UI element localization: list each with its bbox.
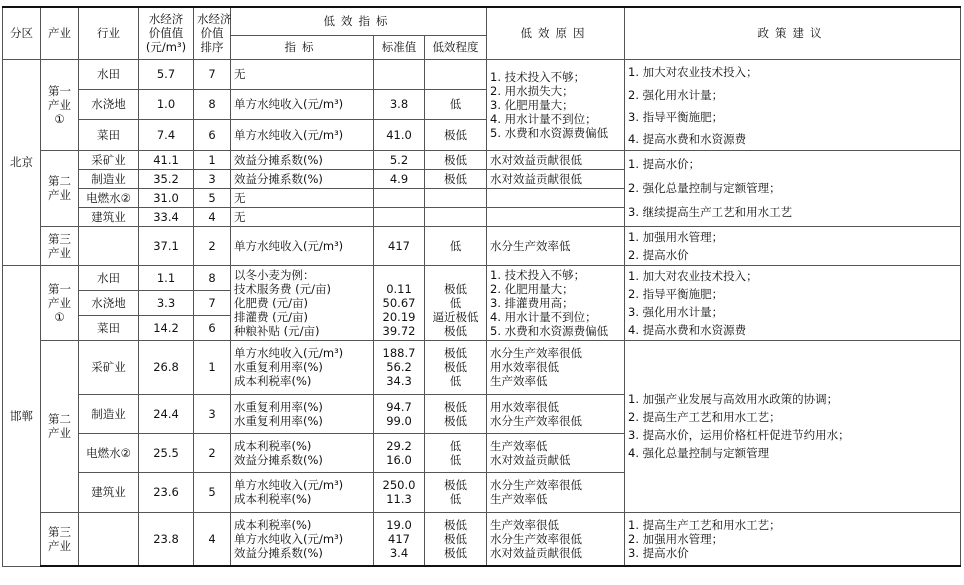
reason-line: 3. 化肥用量大；: [490, 97, 574, 112]
header-region: 分区: [3, 7, 41, 59]
standard-cell: [374, 433, 425, 472]
header-rank-line: 价值: [200, 26, 224, 41]
region-beijing: 北京: [3, 59, 41, 265]
header-reason: 低效原因: [487, 7, 625, 59]
reason-line: 2. 化肥用量大；: [490, 281, 574, 296]
indicator-cell: 效益分摊系数(%): [231, 150, 374, 169]
table-row: [3, 59, 961, 89]
degree-cell: [425, 472, 487, 512]
reason-line: 水分生产效率很低: [490, 413, 583, 428]
standard-cell: 5.2: [374, 150, 425, 169]
rank-cell: 6: [194, 120, 231, 150]
table-row: [3, 226, 961, 265]
degree-line: [428, 268, 483, 282]
degree-line: 极低: [444, 323, 468, 338]
sector-cell: 第一产业①: [41, 265, 79, 340]
value-cell: 41.1: [139, 150, 194, 169]
standard-line: 11.3: [386, 492, 412, 506]
indicator-cell: [231, 394, 374, 433]
standard-line: 0.11: [386, 281, 412, 296]
policy-line: 2. 指导平衡施肥；: [628, 286, 724, 301]
header-standard: 标准值: [374, 35, 425, 59]
standard-line: 3.4: [389, 545, 409, 560]
reason-line: 水分生产效率很低: [490, 531, 583, 546]
reason-line: 水分生产效率很低: [490, 346, 583, 360]
industry-cell: 电燃水②: [79, 188, 139, 207]
industry-cell: 菜田: [79, 120, 139, 150]
standard-line: 39.72: [382, 323, 416, 338]
industry-cell: 水田: [79, 59, 139, 89]
reason-line: 4. 用水计量不到位；: [490, 111, 597, 126]
policy-line: 1. 提高生产工艺和用水工艺；: [628, 517, 781, 532]
policy-line: 3. 提高水价，运用价格杠杆促进节约用水；: [628, 428, 850, 442]
indicator-line: 单方水纯收入(元/m³): [234, 346, 344, 360]
standard-cell: [374, 512, 425, 566]
industry-cell: 建筑业: [79, 472, 139, 512]
degree-cell: 极低: [425, 169, 487, 188]
reason-cell: [487, 59, 625, 150]
indicator-cell: [231, 265, 374, 340]
header-low-efficiency: 低效指标: [231, 7, 487, 35]
degree-cell: [425, 433, 487, 472]
reason-line: 4. 用水计量不到位；: [490, 309, 597, 324]
reason-line: 1. 技术投入不够；: [490, 69, 586, 84]
standard-line: 94.7: [386, 399, 412, 414]
rank-cell: 2: [194, 433, 231, 472]
degree-cell: [425, 340, 487, 394]
indicator-line: 效益分摊系数(%): [234, 452, 323, 467]
indicator-line: 水重复利用率(%): [234, 399, 323, 414]
degree-line: 极低: [444, 346, 468, 360]
value-cell: 23.8: [139, 512, 194, 566]
reason-line: 用水效率很低: [490, 360, 560, 374]
standard-cell: 3.8: [374, 89, 425, 119]
standard-cell: 417: [374, 226, 425, 265]
indicator-line: 成本利税率(%): [234, 374, 312, 388]
degree-cell: 低: [425, 89, 487, 119]
industry-cell: 采矿业: [79, 150, 139, 169]
policy-line: 4. 提高水费和水资源费: [628, 131, 747, 146]
reason-line: 生产效率低: [490, 438, 548, 453]
reason-cell: 水分生产效率低: [487, 226, 625, 265]
standard-line: 56.2: [386, 360, 412, 374]
indicator-cell: 单方水纯收入(元/m³): [231, 226, 374, 265]
standard-line: 417: [388, 531, 410, 546]
rank-cell: 3: [194, 394, 231, 433]
policy-cell: [625, 512, 961, 566]
industry-cell: 制造业: [79, 394, 139, 433]
water-efficiency-table-container: [2, 6, 960, 567]
reason-line: 水对效益贡献很低: [490, 545, 583, 560]
standard-cell: 4.9: [374, 169, 425, 188]
reason-cell: [487, 265, 625, 340]
indicator-cell: 无: [231, 59, 374, 89]
policy-line: 4. 提高水费和水资源费: [628, 322, 747, 337]
rank-cell: 4: [194, 207, 231, 226]
degree-line: 低: [449, 374, 462, 388]
degree-line: 极低: [444, 545, 468, 560]
indicator-cell: [231, 472, 374, 512]
indicator-cell: 无: [231, 188, 374, 207]
rank-cell: 8: [194, 89, 231, 119]
header-rank-line: 水经济: [197, 12, 232, 27]
reason-cell: [487, 188, 625, 207]
standard-cell: [374, 394, 425, 433]
header-rank: [194, 7, 231, 59]
indicator-cell: 效益分摊系数(%): [231, 169, 374, 188]
value-cell: 24.4: [139, 394, 194, 433]
policy-line: 1. 加强产业发展与高效用水政策的协调；: [628, 392, 839, 406]
indicator-line: 水重复利用率(%): [234, 360, 323, 374]
policy-line: 1. 加大对农业技术投入；: [628, 64, 758, 79]
sector-cell: 第一产业①: [41, 59, 79, 150]
standard-line: 188.7: [382, 346, 416, 360]
water-efficiency-table: [2, 6, 961, 567]
policy-line: 3. 指导平衡施肥；: [628, 109, 724, 124]
reason-line: 5. 水费和水资源费偏低: [490, 323, 609, 338]
reason-line: 3. 排灌费用高；: [490, 295, 574, 310]
policy-cell: [625, 340, 961, 512]
degree-line: 逼近极低: [432, 309, 479, 324]
rank-cell: 3: [194, 169, 231, 188]
rank-cell: 4: [194, 512, 231, 566]
header-row-1: [3, 7, 961, 35]
policy-line: 3. 强化用水计量；: [628, 304, 724, 319]
indicator-line: 成本利税率(%): [234, 517, 312, 532]
standard-cell: [374, 59, 425, 89]
degree-line: 低: [449, 492, 462, 506]
degree-line: 极低: [444, 478, 468, 492]
industry-cell: 水田: [79, 265, 139, 290]
degree-cell: [425, 188, 487, 207]
standard-line: 29.2: [386, 438, 412, 453]
indicator-line: 化肥费 (元/亩): [234, 295, 309, 310]
table-row: [3, 150, 961, 169]
policy-line: 2. 提高水价: [628, 247, 689, 262]
degree-cell: [425, 59, 487, 89]
degree-line: 极低: [444, 399, 468, 414]
sector-cell: 第三产业: [41, 512, 79, 566]
policy-cell: [625, 150, 961, 226]
degree-line: 极低: [444, 531, 468, 546]
value-cell: 3.3: [139, 290, 194, 315]
indicator-line: 以冬小麦为例：: [234, 267, 315, 282]
header-water-value-line: 水经济: [148, 12, 184, 27]
value-cell: 23.6: [139, 472, 194, 512]
table-row: [3, 265, 961, 290]
indicator-line: 技术服务费 (元/亩): [234, 281, 332, 296]
degree-cell: 低: [425, 226, 487, 265]
standard-line: 99.0: [386, 413, 412, 428]
standard-cell: [374, 472, 425, 512]
indicator-line: 水重复利用率(%): [234, 413, 323, 428]
policy-line: 2. 提高生产工艺和用水工艺；: [628, 410, 781, 424]
reason-line: 生产效率低: [490, 492, 548, 506]
policy-cell: [625, 59, 961, 150]
indicator-cell: [231, 433, 374, 472]
header-indicator: 指标: [231, 35, 374, 59]
rank-cell: 5: [194, 188, 231, 207]
header-water-value-line: (元/m³): [145, 40, 187, 55]
reason-cell: [487, 207, 625, 226]
industry-cell: 菜田: [79, 315, 139, 340]
reason-line: 水分生产效率很低: [490, 478, 583, 492]
reason-line: 生产效率低: [490, 374, 548, 388]
degree-line: 极低: [444, 281, 468, 296]
table-row: [3, 340, 961, 394]
header-sector: 产业: [41, 7, 79, 59]
standard-line: 16.0: [386, 452, 412, 467]
reason-cell: [487, 472, 625, 512]
value-cell: 25.5: [139, 433, 194, 472]
industry-cell: 建筑业: [79, 207, 139, 226]
value-cell: 5.7: [139, 59, 194, 89]
policy-line: 2. 加强用水管理；: [628, 531, 724, 546]
table-row: [3, 512, 961, 566]
industry-cell: 电燃水②: [79, 433, 139, 472]
value-cell: 26.8: [139, 340, 194, 394]
standard-line: 34.3: [386, 374, 412, 388]
indicator-line: 排灌费 (元/亩): [234, 309, 309, 324]
header-rank-line: 排序: [200, 40, 224, 55]
rank-cell: 2: [194, 226, 231, 265]
indicator-cell: [231, 340, 374, 394]
rank-cell: 6: [194, 315, 231, 340]
sector-cell: 第三产业: [41, 226, 79, 265]
reason-cell: 水对效益贡献很低: [487, 150, 625, 169]
degree-cell: 极低: [425, 120, 487, 150]
reason-line: 1. 技术投入不够；: [490, 267, 586, 282]
reason-line: 2. 用水损失大；: [490, 83, 574, 98]
standard-line: [377, 268, 421, 282]
degree-line: 极低: [444, 517, 468, 532]
policy-line: 1. 加强用水管理；: [628, 229, 724, 244]
industry-cell: 水浇地: [79, 89, 139, 119]
standard-cell: [374, 340, 425, 394]
indicator-line: 种粮补贴 (元/亩): [234, 323, 320, 338]
reason-cell: [487, 340, 625, 394]
reason-line: 生产效率很低: [490, 517, 560, 532]
degree-line: 低: [449, 438, 462, 453]
standard-line: 250.0: [382, 478, 416, 492]
industry-cell: 制造业: [79, 169, 139, 188]
value-cell: 14.2: [139, 315, 194, 340]
header-policy: 政策建议: [625, 7, 961, 59]
rank-cell: 8: [194, 265, 231, 290]
indicator-line: 成本利税率(%): [234, 438, 312, 453]
sector-cell: 第二产业: [41, 150, 79, 226]
reason-cell: [487, 433, 625, 472]
standard-line: 19.0: [386, 517, 412, 532]
rank-cell: 1: [194, 150, 231, 169]
header-water-value: [139, 7, 194, 59]
industry-cell: [79, 226, 139, 265]
value-cell: 33.4: [139, 207, 194, 226]
policy-line: 2. 强化总量控制与定额管理；: [628, 181, 781, 195]
degree-cell: [425, 394, 487, 433]
degree-cell: [425, 512, 487, 566]
reason-cell: [487, 512, 625, 566]
value-cell: 1.0: [139, 89, 194, 119]
indicator-cell: 单方水纯收入(元/m³): [231, 120, 374, 150]
standard-line: 20.19: [382, 309, 416, 324]
degree-line: 低: [449, 295, 462, 310]
reason-cell: [487, 394, 625, 433]
value-cell: 1.1: [139, 265, 194, 290]
standard-cell: 41.0: [374, 120, 425, 150]
degree-cell: [425, 265, 487, 340]
indicator-line: 单方水纯收入(元/m³): [234, 478, 344, 492]
sector-cell: 第二产业: [41, 340, 79, 512]
policy-line: 3. 继续提高生产工艺和用水工艺: [628, 205, 793, 219]
indicator-line: 效益分摊系数(%): [234, 545, 323, 560]
policy-line: 3. 提高水价: [628, 545, 689, 560]
policy-cell: [625, 226, 961, 265]
reason-line: 用水效率很低: [490, 399, 560, 414]
rank-cell: 7: [194, 59, 231, 89]
reason-line: 5. 水费和水资源费偏低: [490, 125, 609, 140]
industry-cell: 水浇地: [79, 290, 139, 315]
value-cell: 31.0: [139, 188, 194, 207]
indicator-cell: [231, 512, 374, 566]
policy-line: 2. 强化用水计量；: [628, 87, 724, 102]
policy-line: 4. 强化总量控制与定额管理: [628, 446, 770, 460]
industry-cell: [79, 512, 139, 566]
header-water-value-line: 价值值: [148, 26, 184, 41]
header-degree: 低效程度: [425, 35, 487, 59]
degree-cell: [425, 207, 487, 226]
degree-line: 低: [449, 452, 462, 467]
reason-line: 水对效益贡献低: [490, 452, 571, 467]
value-cell: 35.2: [139, 169, 194, 188]
policy-line: 1. 加大对农业技术投入；: [628, 268, 758, 283]
degree-line: 极低: [444, 360, 468, 374]
indicator-cell: 无: [231, 207, 374, 226]
standard-cell: [374, 207, 425, 226]
policy-cell: [625, 265, 961, 340]
region-handan: 邯郸: [3, 265, 41, 566]
header-industry: 行业: [79, 7, 139, 59]
degree-cell: 极低: [425, 150, 487, 169]
reason-cell: 水对效益贡献很低: [487, 169, 625, 188]
standard-cell: [374, 188, 425, 207]
industry-cell: 采矿业: [79, 340, 139, 394]
indicator-cell: 单方水纯收入(元/m³): [231, 89, 374, 119]
degree-line: 极低: [444, 413, 468, 428]
standard-line: 50.67: [382, 295, 416, 310]
rank-cell: 1: [194, 340, 231, 394]
indicator-line: 单方水纯收入(元/m³): [234, 531, 344, 546]
value-cell: 37.1: [139, 226, 194, 265]
rank-cell: 7: [194, 290, 231, 315]
rank-cell: 5: [194, 472, 231, 512]
indicator-line: 成本利税率(%): [234, 492, 312, 506]
standard-cell: [374, 265, 425, 340]
value-cell: 7.4: [139, 120, 194, 150]
policy-line: 1. 提高水价；: [628, 157, 701, 171]
